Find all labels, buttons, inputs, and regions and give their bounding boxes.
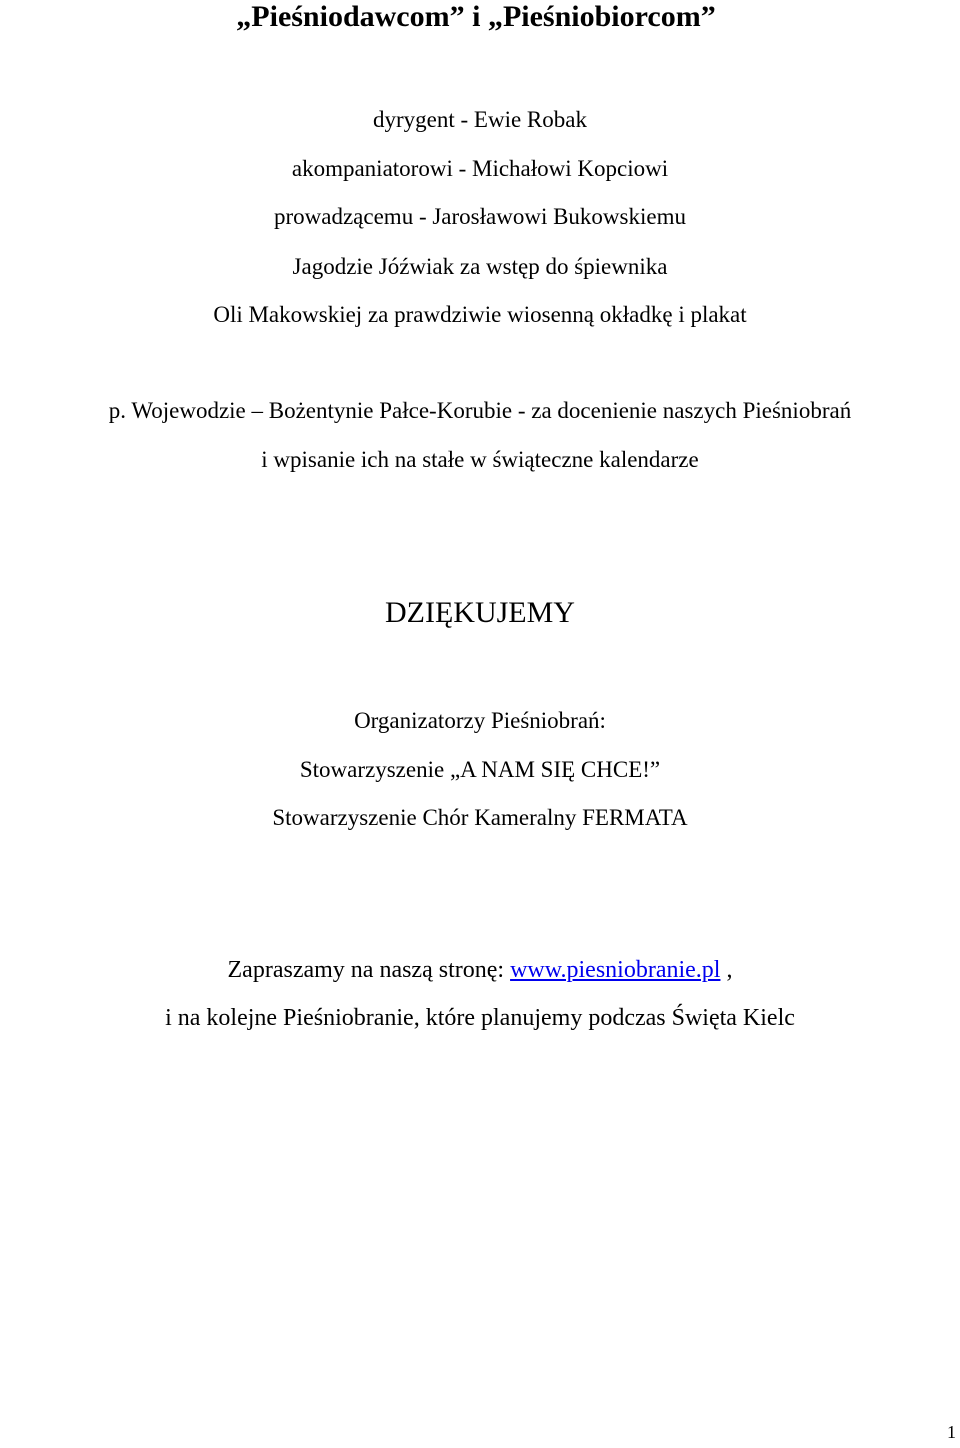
thank-you-heading: DZIĘKUJEMY <box>385 596 575 629</box>
organizers-heading: Organizatorzy Pieśniobrań: <box>354 708 606 733</box>
voivode-thanks-line-2: i wpisanie ich na stałe w świąteczne kalendarze <box>261 447 699 472</box>
thanks-line-host: prowadzącemu - Jarosławowi Bukowskiemu <box>274 204 686 229</box>
thanks-line-introduction: Jagodzie Jóźwiak za wstęp do śpiewnika <box>292 254 668 279</box>
invite-line-2: i na kolejne Pieśniobranie, które planujemy podczas Święta Kielc <box>165 1005 795 1031</box>
thanks-line-accompanist: akompaniatorowi - Michałowi Kopciowi <box>291 156 669 181</box>
website-link[interactable]: www.piesniobranie.pl <box>510 957 721 983</box>
voivode-thanks-line-1: p. Wojewodzie – Bożentynie Pałce-Korubie - za docenienie naszych Pieśniobrań <box>108 398 852 423</box>
organizer-item: Stowarzyszenie „A NAM SIĘ CHCE!” <box>299 757 661 782</box>
thanks-line-cover: Oli Makowskiej za prawdziwie wiosenną okładkę i plakat <box>213 302 747 327</box>
page-title: „Pieśniodawcom” i „Pieśniobiorcom” <box>236 0 716 33</box>
invite-line-1 <box>0 955 960 985</box>
invite-prefix: Zapraszamy na naszą stronę: <box>227 957 511 983</box>
page-number: 1 <box>947 1422 956 1442</box>
thanks-line-conductor: dyrygent - Ewie Robak <box>373 107 587 132</box>
organizer-item: Stowarzyszenie Chór Kameralny FERMATA <box>272 805 688 830</box>
invite-suffix: , <box>720 957 733 983</box>
